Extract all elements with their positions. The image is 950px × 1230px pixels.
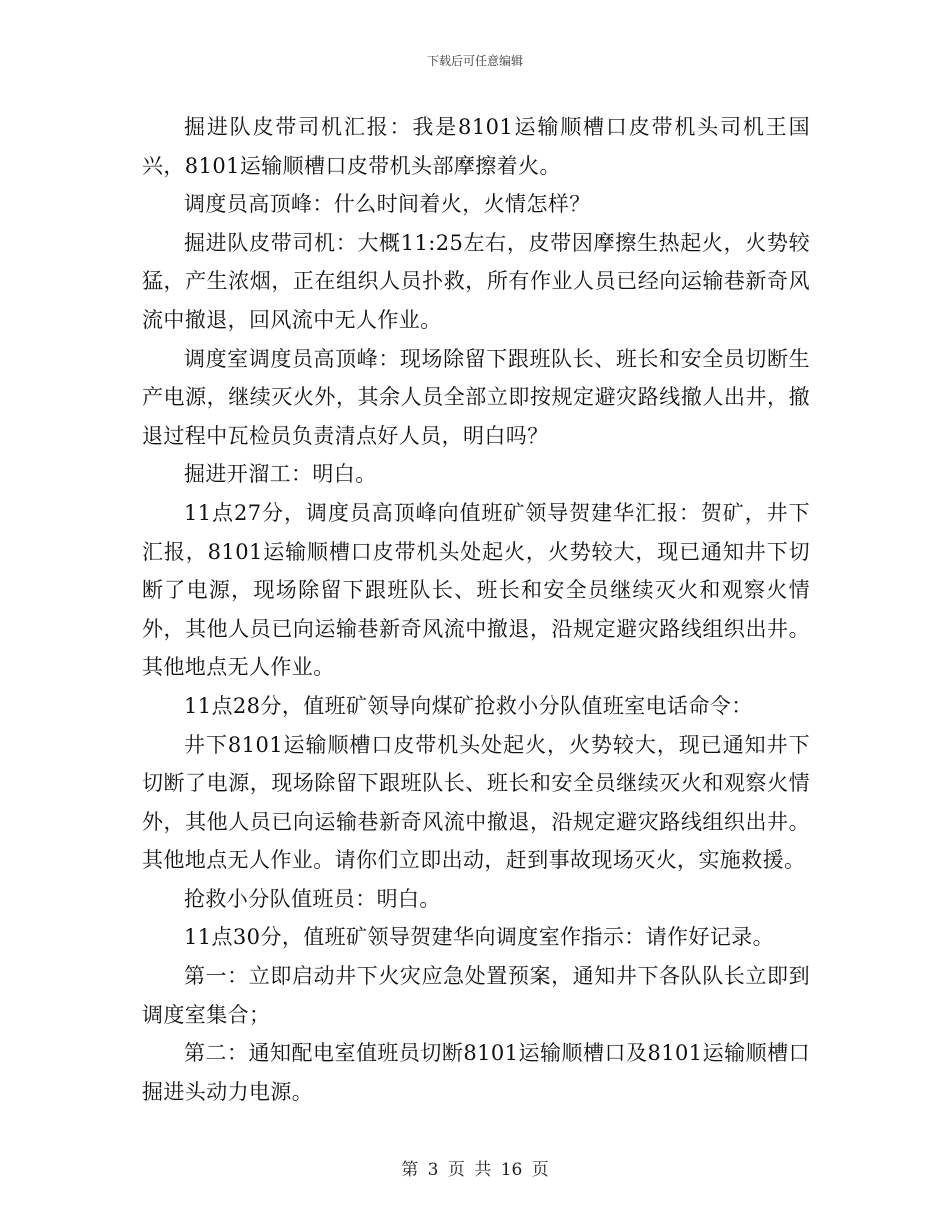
paragraph: 掘进队皮带司机：大概11:25左右，皮带因摩擦生热起火，火势较猛，产生浓烟，正在组织人员扑救，所有作业人员已经向运输巷新奇风流中撤退，回风流中无人作业。 (142, 230, 810, 332)
paragraph: 第一：立即启动井下火灾应急处置预案，通知井下各队队长立即到调度室集合； (142, 964, 810, 1027)
paragraph: 11点28分，值班矿领导向煤矿抢救小分队值班室电话命令： (184, 693, 753, 718)
page-header-note: 下载后可任意编辑 (426, 54, 523, 68)
paragraph: 掘进开溜工：明白。 (184, 462, 377, 487)
paragraph: 调度室调度员高顶峰：现场除留下跟班队长、班长和安全员切断生产电源，继续灭火外，其余人员全部立即按规定避灾路线撤人出井，撤退过程中瓦检员负责清点好人员，明白吗？ (142, 346, 810, 448)
paragraph: 11点27分，调度员高顶峰向值班矿领导贺建华汇报：贺矿，井下汇报，8101运输顺槽口皮带机头处起火，火势较大，现已通知井下切断了电源，现场除留下跟班队长、班长和安全员继续灭火和观察火情外，其他人员已向运输巷新奇风流中撤退，沿规定避灾路线组织出井。其他地点无人作业。 (142, 500, 810, 680)
page-number-footer: 第 3 页 共 16 页 (401, 1160, 549, 1180)
paragraph: 第二：通知配电室值班员切断8101运输顺槽口及8101运输顺槽口掘进头动力电源。 (142, 1041, 810, 1104)
paragraph: 11点30分，值班矿领导贺建华向调度室作指示：请作好记录。 (184, 925, 775, 950)
document-body (142, 108, 810, 1111)
paragraph: 抢救小分队值班员：明白。 (184, 886, 441, 911)
paragraph: 井下8101运输顺槽口皮带机头处起火，火势较大，现已通知井下切断了电源，现场除留下跟班队长、班长和安全员继续灭火和观察火情外，其他人员已向运输巷新奇风流中撤退，沿规定避灾路线组织出井。其他地点无人作业。请你们立即出动，赶到事故现场灭火，实施救援。 (142, 732, 810, 873)
paragraph: 掘进队皮带司机汇报：我是8101运输顺槽口皮带机头司机王国兴，8101运输顺槽口皮带机头部摩擦着火。 (142, 115, 810, 178)
paragraph: 调度员高顶峰：什么时间着火，火情怎样？ (184, 192, 591, 217)
